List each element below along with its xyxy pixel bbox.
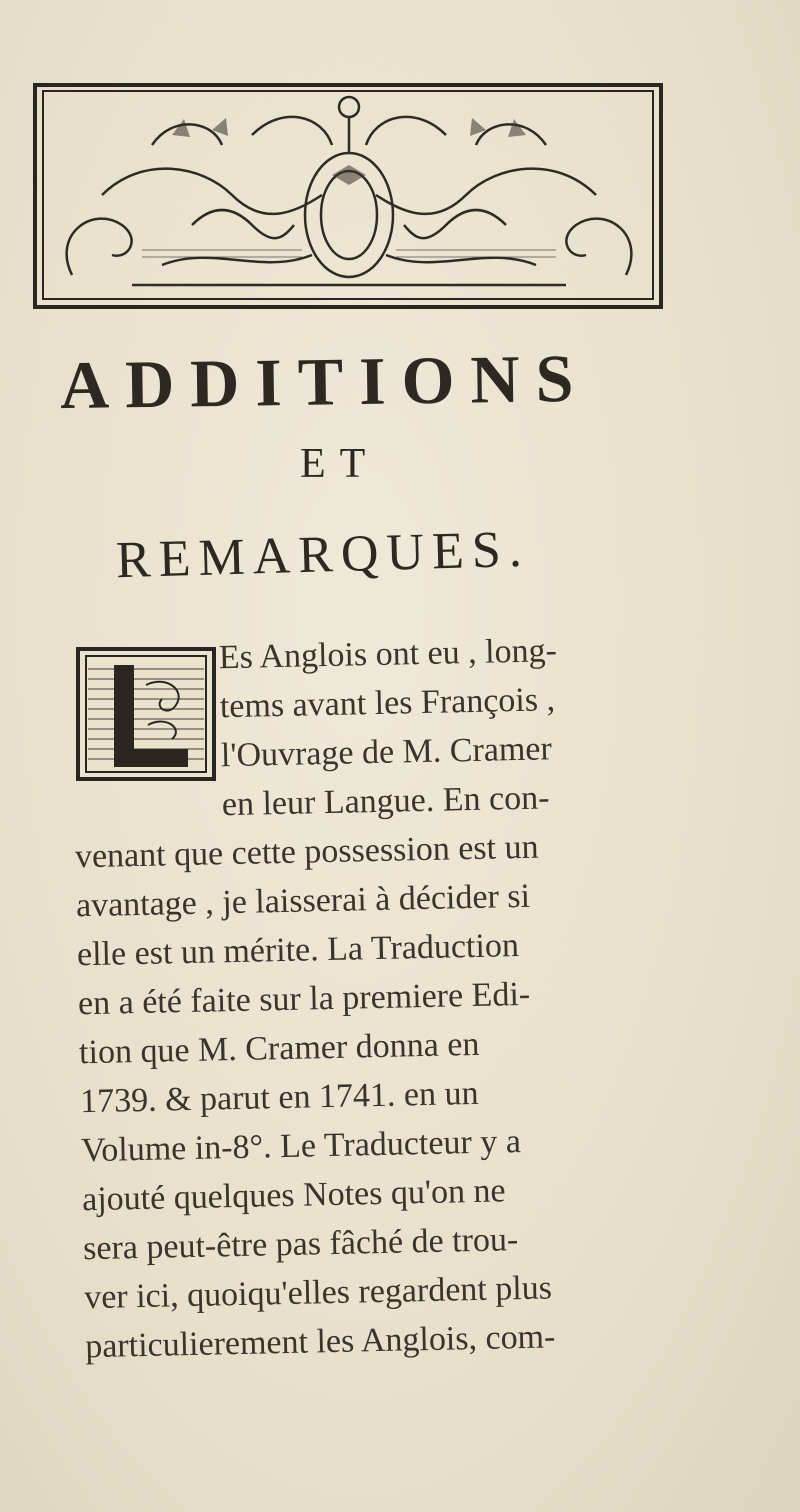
body-paragraph (70, 624, 685, 1371)
decorative-headpiece (32, 75, 666, 313)
text-line: l'Ouvrage de M. Cramer (220, 730, 553, 775)
text-line: en a été faite sur la premiere Edi- (77, 975, 531, 1023)
text-line: elle est un mérite. La Traduction (76, 927, 520, 974)
text-line: Volume in-8°. Le Traducteur y a (80, 1123, 522, 1170)
text-line: tion que M. Cramer donna en (78, 1025, 480, 1072)
page-title: ADDITIONS (59, 339, 590, 424)
text-line: avantage , je laisserai à décider si (75, 877, 531, 925)
text-line: sera peut-être pas fâché de trou- (82, 1221, 519, 1268)
text-line: ver ici, quoiqu'elles regardent plus (83, 1269, 553, 1317)
text-line: particulierement les Anglois, com- (84, 1318, 556, 1366)
text-line: Es Anglois ont eu , long- (218, 632, 558, 677)
text-line: tems avant les François , (219, 681, 556, 726)
subtitle-conjunction: ET (300, 441, 380, 487)
page-subtitle: REMARQUES. (115, 520, 531, 590)
text-line: venant que cette possession est un (74, 828, 539, 876)
text-line: 1739. & parut en 1741. en un (79, 1074, 479, 1121)
text-line: en leur Langue. En con- (221, 779, 550, 824)
text-line: ajouté quelques Notes qu'on ne (81, 1172, 506, 1219)
